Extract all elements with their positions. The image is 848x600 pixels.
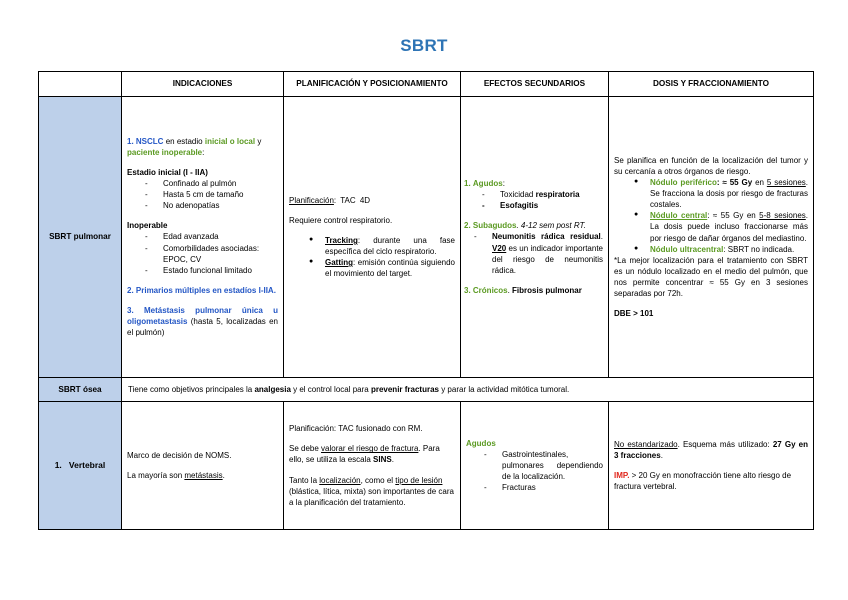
gatting-item <box>307 257 455 279</box>
toxicidad-text: Toxicidad <box>500 190 536 200</box>
subagudos-heading <box>464 220 603 231</box>
row-osea <box>39 378 814 402</box>
vertebral-agudos-label: Agudos <box>466 438 496 448</box>
metastasis-text: metástasis <box>184 471 223 480</box>
header-blank <box>39 72 122 97</box>
list-item: - Confinado al pulmón <box>145 178 278 189</box>
riesgo-fractura-text: valorar el riesgo de fractura <box>321 444 419 454</box>
agudos-number: 1. <box>464 179 471 189</box>
row-label-osea: SBRT ósea <box>39 378 122 402</box>
vertebral-plan-3 <box>289 475 455 508</box>
vertebral-plan-2 <box>289 443 455 465</box>
header-efectos: EFECTOS SECUNDARIOS <box>461 72 609 97</box>
vertebral-dosis <box>609 402 814 530</box>
vertebral-efectos <box>461 402 609 530</box>
vertebral-planificacion <box>284 402 461 530</box>
vertebral-label: Vertebral <box>68 459 106 470</box>
central-dose: : ≈ 55 Gy en <box>707 211 760 221</box>
list-item: - Comorbilidades asociadas: EPOC, CV <box>145 243 278 265</box>
indication-1-mid: en estadio <box>163 137 205 147</box>
agudos-colon: : <box>502 179 505 189</box>
noms-text: Marco de decisión de NOMS. <box>127 450 232 460</box>
osea-pre: Tiene como objetivos principales la <box>128 384 255 394</box>
row-label-vertebral <box>39 402 122 530</box>
plan-label: Planificación <box>289 195 334 205</box>
plan2-end: . <box>391 455 394 465</box>
vertebral-dosis-2 <box>614 470 808 492</box>
list-item: - Neumonitis rádica residual. V20 es un indicador importante del riesgo de neumonitis rádica. <box>474 231 603 275</box>
no-estandarizado-text: No estandarizado <box>614 439 678 449</box>
vertebral-plan-1: Planificación: TAC fusionado con RM. <box>289 424 423 434</box>
neumonitis-text: Neumonitis rádica residual <box>492 232 601 242</box>
paciente-inoperable-text: paciente inoperable <box>127 148 203 158</box>
d2-rest: > 20 Gy en monofracción tiene alto riesgo de fractura vertebral. <box>614 471 792 492</box>
header-planificacion: PLANIFICACIÓN Y POSICIONAMIENTO <box>284 72 461 97</box>
sbrt-table <box>38 71 814 530</box>
estadio-title: Estadio inicial (I - IIA) <box>127 168 208 178</box>
tipo-lesion-text: tipo de lesión <box>395 475 443 485</box>
nodulo-periferico <box>632 177 808 210</box>
row-label-pulmonar: SBRT pulmonar <box>39 97 122 378</box>
agudos-list <box>464 189 603 211</box>
inoperable-title: Inoperable <box>127 221 168 231</box>
ultracentral-rest: : SBRT no indicada. <box>723 244 795 254</box>
header-indicaciones: INDICACIONES <box>122 72 284 97</box>
nodulo-ultracentral <box>632 244 808 255</box>
vertebral-agudos-list <box>466 449 603 493</box>
subagudos-list <box>464 231 603 275</box>
tracking-item <box>307 235 455 257</box>
indication-3-title: 3. Metástasis pulmonar única u oligometastasis <box>127 305 278 326</box>
vertebral-number: 1. <box>54 459 62 470</box>
central-sesiones: 5-8 sesiones <box>759 211 806 221</box>
localizacion-text: localización <box>319 475 361 485</box>
periferico-en: en <box>752 178 767 188</box>
indication-2: 2. Primarios múltiples en estadíos I-IIA. <box>127 285 276 295</box>
imp-label: IMP. <box>614 471 630 480</box>
indication-1 <box>127 136 278 158</box>
metastasis-line <box>127 470 278 481</box>
metastasis-pre: La mayoría son <box>127 471 185 480</box>
periferico-rest: . Se fracciona la dosis por riesgo de fracturas costales. <box>650 178 809 210</box>
indication-3 <box>127 305 278 338</box>
cronicos-number: 3. <box>464 285 471 295</box>
metastasis-end: . <box>222 471 225 480</box>
row-vertebral <box>39 402 814 530</box>
tracking-text: : durante una fase específica del ciclo respiratorio. <box>325 235 455 256</box>
dbe-value: DBE > 101 <box>614 308 654 318</box>
central-rest: . La dosis puede incluso fraccionarse más por riesgo de dañar órganos del mediastino. <box>650 211 808 243</box>
respiratoria-text: respiratoria <box>535 190 580 200</box>
plan-control: Requiere control respiratorio. <box>289 215 393 225</box>
plan-tac <box>289 195 455 206</box>
subagudos-number: 2. <box>464 221 471 231</box>
page-title: SBRT <box>400 36 448 55</box>
header-row <box>39 72 814 97</box>
subagudos-time: . 4-12 sem post RT. <box>516 221 586 231</box>
d1-end: . <box>660 450 663 460</box>
plan-value: : TAC 4D <box>333 195 371 205</box>
inoperable-list <box>127 231 278 275</box>
pulmonar-efectos <box>461 97 609 378</box>
gatting-text: : emisión continúa siguiendo el movimiento del target. <box>325 258 455 279</box>
prevenir-fracturas-text: prevenir fracturas <box>370 384 439 394</box>
list-item: - Hasta 5 cm de tamaño <box>145 189 278 200</box>
central-label: Nódulo central <box>650 211 708 221</box>
periferico-label: Nódulo periférico <box>650 178 717 188</box>
agudos-heading <box>464 178 603 189</box>
osea-end: y parar la actividad mitótica tumoral. <box>438 384 570 394</box>
pulmonar-dosis <box>609 97 814 378</box>
plan3-pre: Tanto la <box>289 475 320 485</box>
osea-mid: y el control local para <box>290 384 371 394</box>
pulmonar-planificacion <box>284 97 461 378</box>
tracking-label: Tracking <box>325 235 358 245</box>
periferico-dose: : ≈ 55 Gy <box>716 178 753 188</box>
plan-methods <box>289 235 455 279</box>
vertebral-dosis-1 <box>614 439 808 461</box>
analgesia-text: analgesia <box>254 384 291 394</box>
row-pulmonar <box>39 97 814 378</box>
list-item: - Esofagitis <box>482 200 603 211</box>
v20-text: V20 <box>492 243 507 253</box>
agudos-label: Agudos <box>472 179 503 189</box>
esquema-text: 27 Gy en 3 fracciones <box>614 439 808 460</box>
inicial-local-text: inicial o local <box>204 137 256 147</box>
nsclc-text: NSCLC <box>135 137 164 147</box>
list-item <box>482 189 603 200</box>
list-item: - Gastrointestinales, pulmonares dependiendo de la localización. <box>484 449 603 482</box>
plan2-mid: . Para ello, se utiliza la escala <box>289 444 440 465</box>
cronicos-heading: 3. Crónicos. Fibrosis pulmonar <box>464 285 582 295</box>
pulmonar-indicaciones <box>122 97 284 378</box>
list-item: - Edad avanzada <box>145 231 278 242</box>
plan3-mid: , como el <box>360 475 396 485</box>
dosis-intro: Se planifica en función de la localización del tumor y su cercanía a otros órganos de riesgo. <box>614 156 808 177</box>
nodulo-list <box>614 177 808 254</box>
indication-3-rest: (hasta 5, localizadas en el pulmón) <box>127 316 278 337</box>
plan2-pre: Se debe <box>289 444 322 454</box>
neumonitis-rest: es un indicador importante del riesgo de neumonitis rádica. <box>492 243 603 275</box>
indication-1-number: 1. <box>127 137 134 147</box>
dosis-note: *La mejor localización para el tratamiento con SBRT es un nódulo localizado en el medio del pulmón, que nos permite concentrar ≈ 55 Gy en 3 sesiones separadas por 72h. <box>614 255 808 298</box>
indication-1-y: y <box>255 137 262 147</box>
sins-text: SINS <box>373 455 392 465</box>
list-item: - Estado funcional limitado <box>145 265 278 276</box>
list-item: - No adenopatías <box>145 200 278 211</box>
header-dosis: DOSIS Y FRACCIONAMIENTO <box>609 72 814 97</box>
cronicos-label: Crónicos <box>472 285 508 295</box>
d1-mid: . Esquema más utilizado: <box>677 439 773 449</box>
indication-1-colon: : <box>202 148 205 158</box>
subagudos-label: Subagudos <box>472 221 517 231</box>
list-item: - Fracturas <box>484 482 603 493</box>
fibrosis-text: Fibrosis pulmonar <box>512 285 582 295</box>
vertebral-indicaciones <box>122 402 284 530</box>
periferico-sesiones: 5 sesiones <box>766 178 806 188</box>
osea-text <box>122 378 814 402</box>
estadio-list <box>127 178 278 211</box>
nodulo-central <box>632 210 808 243</box>
ultracentral-label: Nódulo ultracentral <box>650 244 724 254</box>
gatting-label: Gatting <box>325 258 353 268</box>
plan3-end: (blástica, lítica, mixta) son importantes de cara a la planificación del tratamiento. <box>289 486 454 507</box>
